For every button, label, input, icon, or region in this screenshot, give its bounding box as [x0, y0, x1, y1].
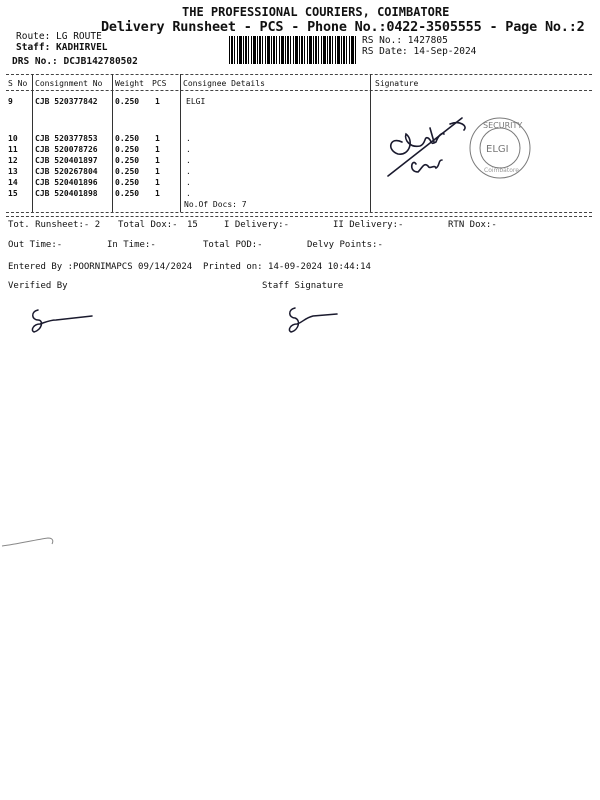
- row-pcs: 1: [155, 167, 160, 176]
- delvy-points: Delvy Points:-: [307, 240, 383, 250]
- no-of-docs: No.Of Docs: 7: [184, 200, 247, 209]
- pen-mark-icon: [0, 530, 60, 555]
- row-consignment: CJB 520377853: [35, 134, 98, 143]
- row-sno: 11: [8, 145, 18, 154]
- row-consignee: .: [186, 189, 191, 198]
- row-weight: 0.250: [115, 156, 140, 165]
- rs-date: RS Date: 14-Sep-2024: [362, 46, 477, 57]
- row-weight: 0.250: [115, 145, 140, 154]
- col-header-consignee: Consignee Details: [183, 79, 265, 88]
- table-header-rule: [6, 90, 592, 91]
- row-sno: 14: [8, 178, 18, 187]
- row-weight: 0.250: [115, 97, 140, 106]
- row-sno: 13: [8, 167, 18, 176]
- row-consignment: CJB 520267804: [35, 167, 98, 176]
- col-divider: [112, 74, 113, 212]
- out-time: Out Time:-: [8, 240, 63, 250]
- row-weight: 0.250: [115, 167, 140, 176]
- row-consignee: .: [186, 145, 191, 154]
- i-delivery: I Delivery:-: [224, 220, 290, 230]
- table-bottom-rule: [6, 212, 592, 213]
- row-consignee: .: [186, 156, 191, 165]
- in-time: In Time:-: [107, 240, 156, 250]
- entered-by: Entered By :POORNIMAPCS 09/14/2024: [8, 262, 193, 272]
- col-header-weight: Weight: [115, 79, 144, 88]
- verified-by-label: Verified By: [8, 281, 68, 291]
- tot-runsheet: Tot. Runsheet:- 2: [8, 220, 101, 230]
- col-header-sno: S No: [8, 79, 28, 88]
- col-divider: [370, 74, 371, 212]
- row-sno: 15: [8, 189, 18, 198]
- total-dox-value: 15: [187, 220, 198, 230]
- row-consignment: CJB 520401897: [35, 156, 98, 165]
- staff-signature-label: Staff Signature: [262, 281, 344, 291]
- stamp-text-top: SECURITY: [483, 121, 523, 130]
- barcode-image: [229, 36, 357, 64]
- table-top-rule: [6, 74, 592, 75]
- row-sno: 12: [8, 156, 18, 165]
- staff-signature-icon: [283, 304, 353, 338]
- row-weight: 0.250: [115, 189, 140, 198]
- row-pcs: 1: [155, 145, 160, 154]
- row-sno: 10: [8, 134, 18, 143]
- row-consignee: .: [186, 167, 191, 176]
- row-pcs: 1: [155, 189, 160, 198]
- rtn-dox: RTN Dox:-: [448, 220, 497, 230]
- col-header-consignment: Consignment No: [35, 79, 103, 88]
- runsheet-subtitle: Delivery Runsheet - PCS - Phone No.:0422-3505555 - Page No.:2: [101, 19, 585, 35]
- printed-on: Printed on: 14-09-2024 10:44:14: [203, 262, 371, 272]
- total-pod: Total POD:-: [203, 240, 263, 250]
- stamp-text-bottom: Coimbatore: [484, 167, 519, 174]
- row-pcs: 1: [155, 178, 160, 187]
- row-consignee: .: [186, 134, 191, 143]
- table-bottom-rule-2: [6, 216, 592, 217]
- col-divider: [180, 74, 181, 212]
- rs-number: RS No.: 1427805: [362, 35, 448, 46]
- route-label: Route: LG ROUTE: [16, 31, 102, 42]
- verifier-signature-icon: [28, 306, 98, 338]
- row-pcs: 1: [155, 134, 160, 143]
- stamp-text-mid: ELGI: [486, 144, 509, 155]
- row-weight: 0.250: [115, 134, 140, 143]
- row-consignment: CJB 520401896: [35, 178, 98, 187]
- drs-number: DRS No.: DCJB142780502: [12, 56, 138, 67]
- row-pcs: 1: [155, 97, 160, 106]
- row-consignee: ELGI: [186, 97, 206, 106]
- row-consignment: CJB 520377842: [35, 97, 98, 106]
- col-header-signature: Signature: [375, 79, 419, 88]
- receiver-signature-icon: [380, 106, 540, 196]
- total-dox-label: Total Dox:-: [118, 220, 178, 230]
- row-consignment: CJB 520401898: [35, 189, 98, 198]
- staff-label: Staff: KADHIRVEL: [16, 42, 108, 53]
- row-weight: 0.250: [115, 178, 140, 187]
- row-consignee: .: [186, 178, 191, 187]
- company-title: THE PROFESSIONAL COURIERS, COIMBATORE: [182, 5, 450, 19]
- ii-delivery: II Delivery:-: [333, 220, 404, 230]
- row-pcs: 1: [155, 156, 160, 165]
- row-sno: 9: [8, 97, 13, 106]
- col-divider: [32, 74, 33, 212]
- col-header-pcs: PCS: [152, 79, 167, 88]
- row-consignment: CJB 520078726: [35, 145, 98, 154]
